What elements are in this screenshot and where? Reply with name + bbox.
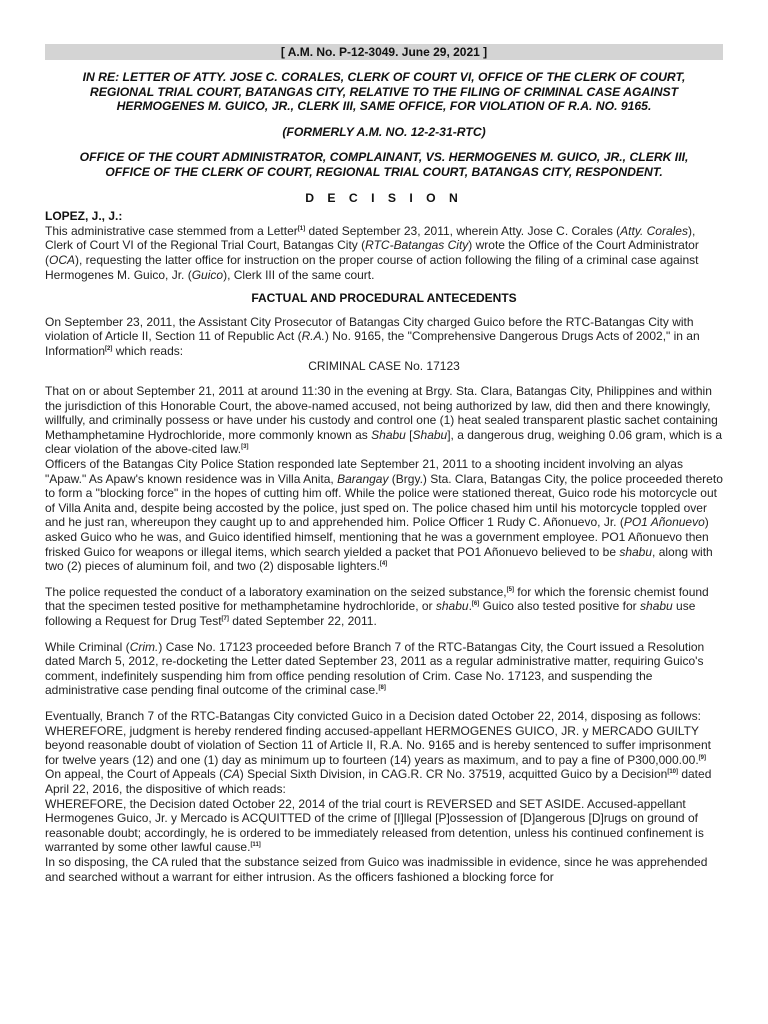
case-parties-line: OFFICE OF THE COURT ADMINISTRATOR, COMPLAINANT, VS. HERMOGENES M. GUICO, JR., CLERK III, — [79, 150, 689, 165]
footnote-ref[interactable]: [7] — [221, 616, 229, 622]
footnote-ref[interactable]: [2] — [105, 345, 113, 352]
case-title-line: REGIONAL TRIAL COURT, BATANGAS CITY, RELATIVE TO THE FILING OF CRIMINAL CASE AGAINST — [89, 84, 679, 99]
criminal-case-label: CRIMINAL CASE No. 17123 — [308, 358, 460, 373]
case-parties — [45, 150, 723, 179]
case-title — [45, 70, 723, 114]
footnote-ref[interactable]: [4] — [379, 561, 388, 568]
footnote-ref[interactable]: [5] — [506, 586, 514, 593]
case-title-line: HERMOGENES M. GUICO, JR., CLERK III, SAME OFFICE, FOR VIOLATION OF R.A. NO. 9165. — [116, 99, 652, 114]
footnote-ref[interactable]: [11] — [250, 842, 261, 849]
case-title-line: IN RE: LETTER OF ATTY. JOSE C. CORALES, CLERK OF COURT VI, OFFICE OF THE CLERK OF COURT, — [82, 70, 686, 84]
footnote-ref[interactable]: [1] — [297, 225, 306, 232]
decision-document — [45, 44, 723, 884]
decision-heading: D E C I S I O N — [305, 190, 463, 205]
paragraph-accusation: That on or about September 21, 2011 at around 11:30 in the evening at Brgy. Sta. Clara, Batangas City, Philippines and within the jurisdiction of this Honorable Court, the above-named accused, not being authorized by law, did then and there knowingly, willfully, and criminally possess or have under his custody and control one (1) heat sealed transparent plastic sachet containing Methamphetamine Hydrochloride, more commonly known as Shabu [Shabu], a dangerous drug, weighing 0.06 gram, which is a clear violation of the above-cited law.[3] — [45, 384, 723, 457]
footnote-ref[interactable]: [3] — [241, 444, 249, 451]
section-heading: FACTUAL AND PROCEDURAL ANTECEDENTS — [251, 291, 517, 306]
former-case-number: (FORMERLY A.M. NO. 12-2-31-RTC) — [282, 124, 486, 139]
footnote-ref[interactable]: [10] — [667, 769, 678, 776]
footnote-ref[interactable]: [9] — [698, 754, 707, 761]
case-number-bar: [ A.M. No. P-12-3049. June 29, 2021 ] — [45, 44, 723, 60]
paragraph-intro: This administrative case stemmed from a Letter[1] dated September 23, 2011, wherein Atty. Jose C. Corales (Atty. Corales), Clerk of Court VI of the Regional Trial Court, Batangas City (RTC-Batangas City) wrote the Office of the Court Administrator (OCA), requesting the latter office for instruction on the proper course of action following the filing of a criminal case against Hermogenes M. Guico, Jr. (Guico), Clerk III of the same court. — [45, 223, 699, 282]
ponente: LOPEZ, J., J.: — [45, 209, 123, 224]
paragraph-information: On September 23, 2011, the Assistant City Prosecutor of Batangas City charged Guico before the RTC-Batangas City with violation of Article II, Section 11 of Republic Act (R.A.) No. 9165, the "Comprehensive Dangerous Drugs Acts of 2002," in an Information[2] which reads: — [45, 314, 700, 358]
paragraph-ca-dispositive: WHEREFORE, the Decision dated October 22, 2014 of the trial court is REVERSED and SET ASIDE. Accused-appellant Hermogenes Guico, Jr. y Mercado is ACQUITTED of the crime of [I]llegal [P]ossession of [D]angerous [D]rugs on ground of reasonable doubt; accordingly, he is ordered to be immediately released from detention, unless his continued confinement is warranted by some other lawful cause.[11] — [45, 796, 704, 855]
footnote-ref[interactable]: [8] — [378, 685, 386, 692]
paragraph-ca-ruling: In so disposing, the CA ruled that the substance seized from Guico was inadmissible in evidence, since he was apprehended and searched without a warrant for either intrusion. As the officers fashioned a blocking force for — [45, 854, 708, 884]
paragraph-resolution: While Criminal (Crim.) Case No. 17123 proceeded before Branch 7 of the RTC-Batangas City, the Court issued a Resolution dated March 5, 2012, re-docketing the Letter dated September 23, 2011 as a regular administrative matter, requiring Guico's comment, indefinitely suspending him from office pending resolution of Crim. Case No. 17123, and suspending the administrative case pending final outcome of the criminal case.[8] — [45, 639, 705, 698]
paragraph-rtc-dispositive: WHEREFORE, judgment is hereby rendered finding accused-appellant HERMOGENES GUICO, JR. y MERCADO GUILTY beyond reasonable doubt of violation of Section 11 of Article II, R.A. No. 9165 and is hereby sentenced to suffer imprisonment for twelve years (12) and one (1) day as minimum up to fourteen (14) years as maximum, and to pay a fine of P300,000.00.[9] — [45, 723, 711, 767]
paragraph-facts: Officers of the Batangas City Police Station responded late September 21, 2011 to a shooting incident involving an alyas "Apaw." As Apaw's known residence was in Villa Anita, Barangay (Brgy.) Sta. Clara, Batangas City, the police proceeded thereto to form a "blocking force" in the hopes of cutting him off. While the police were stationed thereat, Guico rode his motorcycle out of Villa Anita and, despite being accosted by the police, just sped on. The police chased him until his motorcycle toppled over and he just ran, whereupon they caught up to and apprehended him. Police Officer 1 Rudy C. Añonuevo, Jr. (PO1 Añonuevo) asked Guico who he was, and Guico identified himself, mentioning that he was a government employee. PO1 Añonuevo then frisked Guico for weapons or illegal items, which search yielded a packet that PO1 Añonuevo believed to be shabu, along with two (2) pieces of aluminum foil, and two (2) disposable lighters.[4] — [45, 457, 723, 574]
paragraph-appeal: On appeal, the Court of Appeals (CA) Special Sixth Division, in CAG.R. CR No. 37519, acquitted Guico by a Decision[10] dated April 22, 2016, the dispositive of which reads: — [45, 767, 712, 796]
footnote-ref[interactable]: [6] — [471, 601, 480, 608]
case-parties-line: OFFICE OF THE CLERK OF COURT, REGIONAL TRIAL COURT, BATANGAS CITY, RESPONDENT. — [105, 164, 663, 179]
paragraph-laboratory: The police requested the conduct of a laboratory examination on the seized substance,[5] for which the forensic chemist found that the specimen tested positive for methamphetamine hydrochloride, or shabu.[6] Guico also tested positive for shabu use following a Request for Drug Test[7] dated September 22, 2011. — [45, 584, 709, 628]
paragraph-conviction: Eventually, Branch 7 of the RTC-Batangas City convicted Guico in a Decision dated October 22, 2014, disposing as follows: — [45, 708, 701, 723]
